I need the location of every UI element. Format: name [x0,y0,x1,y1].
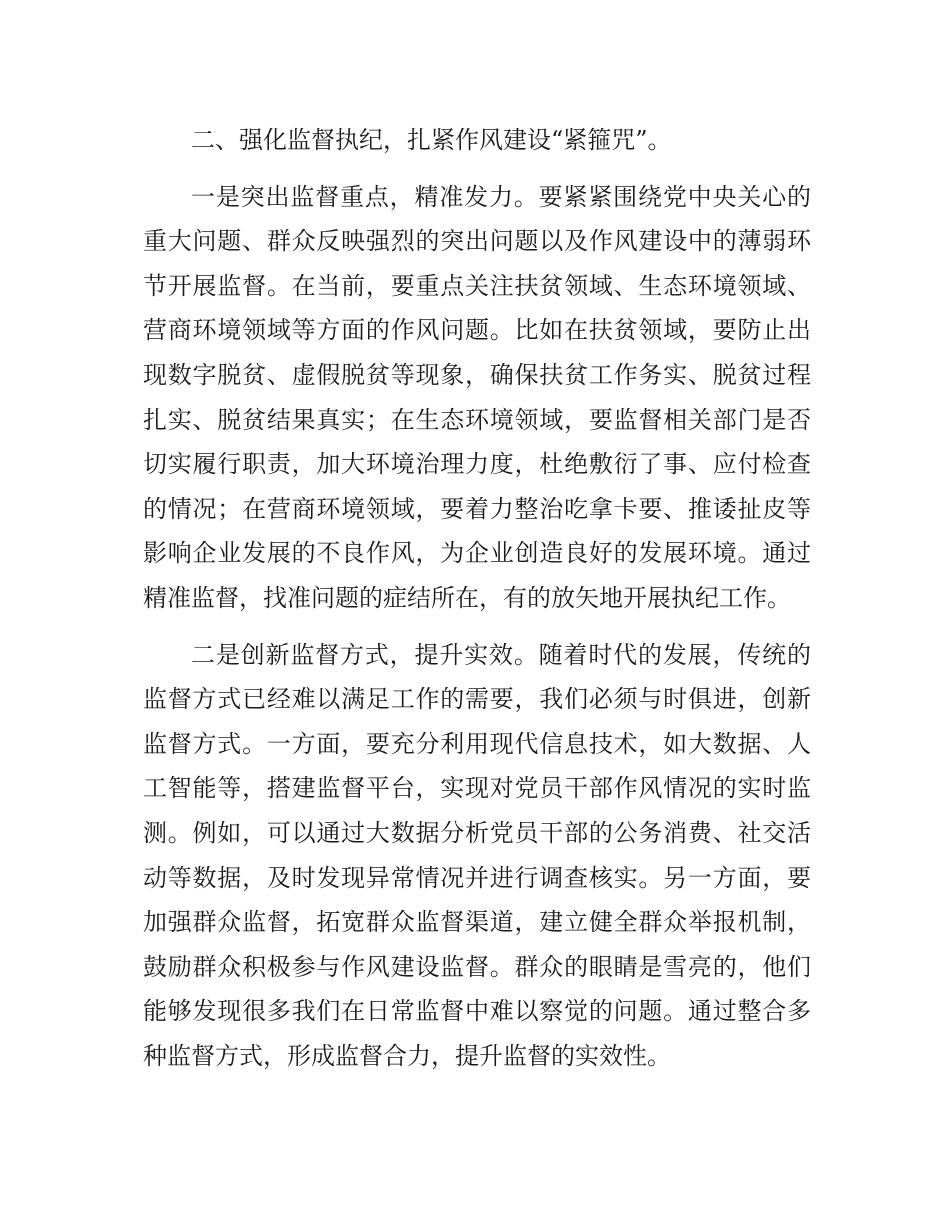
paragraph-2: 二是创新监督方式，提升实效。随着时代的发展，传统的监督方式已经难以满足工作的需要，我们必须与时俱进，创新监督方式。一方面，要充分利用现代信息技术，如大数据、人工智能等，搭建监督平台，实现对党员干部作风情况的实时监测。例如，可以通过大数据分析党员干部的公务消费、社交活动等数据，及时发现异常情况并进行调查核实。另一方面，要加强群众监督，拓宽群众监督渠道，建立健全群众举报机制，鼓励群众积极参与作风建设监督。群众的眼睛是雪亮的，他们能够发现很多我们在日常监督中难以察觉的问题。通过整合多种监督方式，形成监督合力，提升监督的实效性。 [143,640,811,1070]
section-heading: 二、强化监督执纪，扎紧作风建设“紧箍咒”。 [191,126,672,154]
paragraph-1: 一是突出监督重点，精准发力。要紧紧围绕党中央关心的重大问题、群众反映强烈的突出问题以及作风建设中的薄弱环节开展监督。在当前，要重点关注扶贫领域、生态环境领域、营商环境领域等方面的作风问题。比如在扶贫领域，要防止出现数字脱贫、虚假脱贫等现象，确保扶贫工作务实、脱贫过程扎实、脱贫结果真实；在生态环境领域，要监督相关部门是否切实履行职责，加大环境治理力度，杜绝敷衍了事、应付检查的情况；在营商环境领域，要着力整治吃拿卡要、推诿扯皮等影响企业发展的不良作风，为企业创造良好的发展环境。通过精准监督，找准问题的症结所在，有的放矢地开展执纪工作。 [143,182,811,612]
document-body [143,118,811,1090]
